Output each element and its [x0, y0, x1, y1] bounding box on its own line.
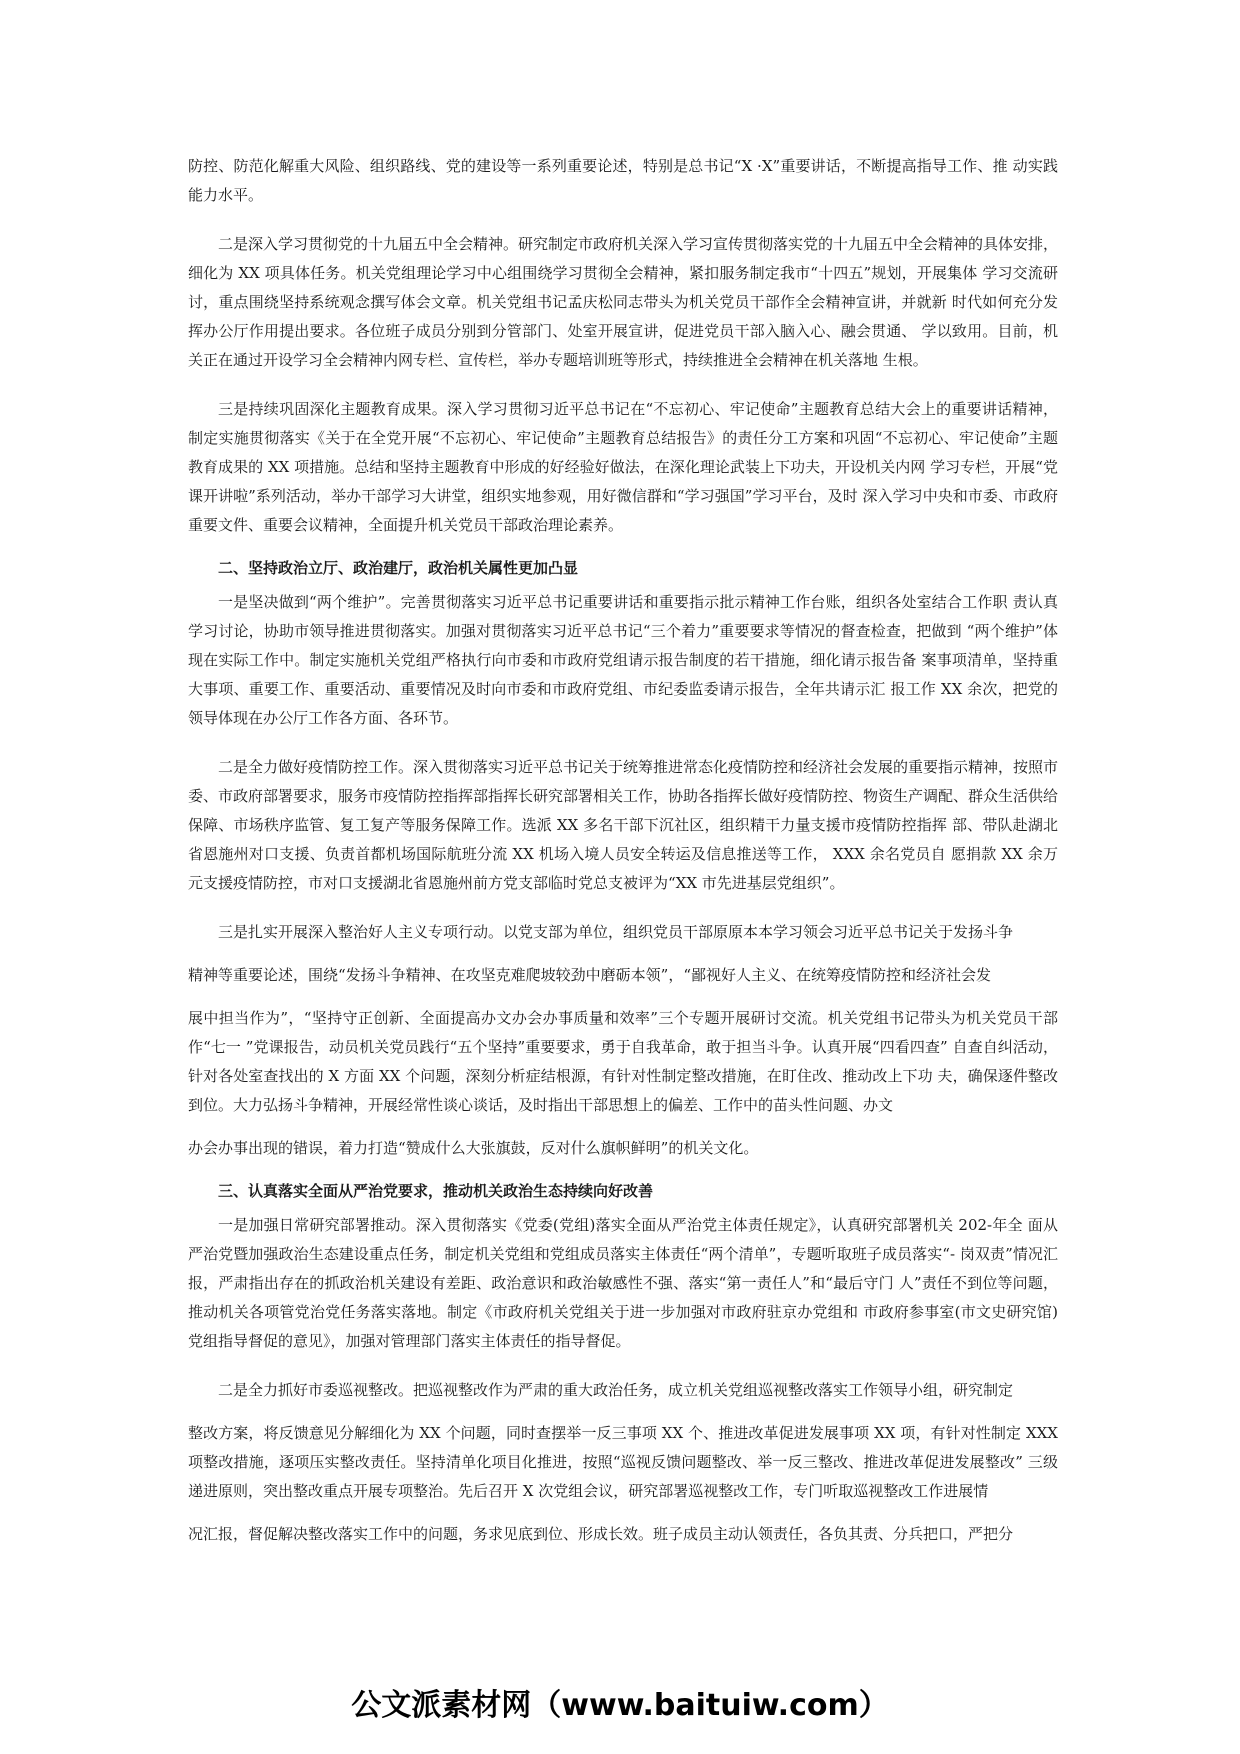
paragraph-rectification-body: 展中担当作为”，“坚持守正创新、全面提高办文办会办事质量和效率”三个专题开展研讨交流。机关党组书记带头为机关党员干部作“七一 ”党课报告，动员机关党员践行“五个坚持”重要要求，勇于自我革命，敢于担当斗争。认真开展“四看四查” 自查自纠活动，针对各处室查找出的 X 方面 XX 个问题，深刻分析症结根源，有针对性制定整改措施，在盯住改、推动改上下功 夫，确保逐件整改到位。大力弘扬斗争精神，开展经常性谈心谈话，及时指出干部思想上的偏差、工作中的苗头性问题、办文 — [188, 1009, 1058, 1114]
paragraph-party-governance: 一是加强日常研究部署推动。深入贯彻落实《党委(党组)落实全面从严治党主体责任规定》，认真研究部署机关 202-年全 面从严治党暨加强政治生态建设重点任务，制定机关党组和党组成员落实主体责任“两个清单”，专题听取班子成员落实“- 岗双责”情况汇报，严肃指出存在的抓政治机关建设有差距、政治意识和政治敏感性不强、落实“第一责任人”和“最后守门 人”责任不到位等问题，推动机关各项管党治党任务落实落地。制定《市政府机关党组关于进一步加强对市政府驻京办党组和 市政府参事室(市文史研究馆)党组指导督促的意见》，加强对管理部门落实主体责任的指导督促。 — [188, 1216, 1058, 1350]
document-body — [188, 152, 1058, 1549]
footer-watermark: 公文派素材网（www.baituiw.com） — [351, 1688, 889, 1723]
paragraph-inspection-line-1: 二是全力抓好市委巡视整改。把巡视整改作为严肃的重大政治任务，成立机关党组巡视整改落实工作领导小组，研究制定 — [218, 1381, 1014, 1399]
paragraph-plenum-study: 二是深入学习贯彻党的十九届五中全会精神。研究制定市政府机关深入学习宣传贯彻落实党的十九届五中全会精神的具体安排，细化为 XX 项具体任务。机关党组理论学习中心组围绕学习贯彻全会精神，紧扣服务制定我市“十四五”规划，开展集体 学习交流研讨，重点围绕坚持系统观念撰写体会文章。机关党组书记孟庆松同志带头为机关党员干部作全会精神宣讲，并就新 时代如何充分发挥办公厅作用提出要求。各位班子成员分别到分管部门、处室开展宣讲，促进党员干部入脑入心、融会贯通、 学以致用。目前，机关正在通过开设学习全会精神内网专栏、宣传栏，举办专题培训班等形式，持续推进全会精神在机关落地 生根。 — [188, 235, 1059, 369]
paragraph-theme-education: 三是持续巩固深化主题教育成果。深入学习贯彻习近平总书记在“不忘初心、牢记使命”主题教育总结大会上的重要讲话精神，制定实施贯彻落实《关于在全党开展“不忘初心、牢记使命”主题教育总结报告》的责任分工方案和巩固“不忘初心、牢记使命”主题教育成果的 XX 项措施。总结和坚持主题教育中形成的好经验好做法，在深化理论武装上下功夫，开设机关内网 学习专栏，开展“党课开讲啦”系列活动，举办干部学习大讲堂，组织实地参观，用好微信群和“学习强国”学习平台，及时 深入学习中央和市委、市政府重要文件、重要会议精神，全面提升机关党员干部政治理论素养。 — [188, 400, 1058, 534]
paragraph-epidemic-control: 二是全力做好疫情防控工作。深入贯彻落实习近平总书记关于统筹推进常态化疫情防控和经济社会发展的重要指示精神，按照市委、市政府部署要求，服务市疫情防控指挥部指挥长研究部署相关工作，协助各指挥长做好疫情防控、物资生产调配、群众生活供给保障、市场秩序监管、复工复产等服务保障工作。选派 XX 多名干部下沉社区，组织精干力量支援市疫情防控指挥 部、带队赴湖北省恩施州对口支援、负责首都机场国际航班分流 XX 机场入境人员安全转运及信息推送等工作， XXX 余名党员自 愿捐款 XX 余万元支援疫情防控，市对口支援湖北省恩施州前方党支部临时党总支被评为“XX 市先进基层党组织”。 — [188, 758, 1059, 892]
section-heading-2: 二、坚持政治立厅、政治建厅，政治机关属性更加凸显 — [218, 559, 579, 577]
paragraph-inspection-end: 况汇报，督促解决整改落实工作中的问题，务求见底到位、形成长效。班子成员主动认领责任，各负其责、分兵把口，严把分 — [188, 1525, 1014, 1543]
paragraph-rectification-line-2: 精神等重要论述，围绕“发扬斗争精神、在攻坚克难爬坡较劲中磨砺本领”，“鄙视好人主义、在统筹疫情防控和经济社会发 — [188, 966, 992, 984]
paragraph-rectification-end: 办会办事出现的错误，着力打造“赞成什么大张旗鼓，反对什么旗帜鲜明”的机关文化。 — [188, 1139, 759, 1157]
paragraph-inspection-body: 整改方案，将反馈意见分解细化为 XX 个问题，同时查摆举一反三事项 XX 个、推进改革促进发展事项 XX 项，有针对性制定 XXX 项整改措施，逐项压实整改责任。坚持清单化项目化推进，按照“巡视反馈问题整改、举一反三整改、推进改革促进发展整改” 三级递进原则，突出整改重点开展专项整治。先后召开 X 次党组会议，研究部署巡视整改工作，专门听取巡视整改工作进展情 — [188, 1424, 1058, 1500]
paragraph-two-safeguards: 一是坚决做到“两个维护”。完善贯彻落实习近平总书记重要讲话和重要指示批示精神工作台账，组织各处室结合工作职 责认真学习讨论，协助市领导推进贯彻落实。加强对贯彻落实习近平总书记“三个着力”重要要求等情况的督查检查，把做到 “两个维护”体现在实际工作中。制定实施机关党组严格执行向市委和市政府党组请示报告制度的若干措施，细化请示报告备 案事项清单，坚持重大事项、重要工作、重要活动、重要情况及时向市委和市政府党组、市纪委监委请示报告，全年共请示汇 报工作 XX 余次，把党的领导体现在办公厅工作各方面、各环节。 — [188, 593, 1058, 727]
paragraph-rectification-line-1: 三是扎实开展深入整治好人主义专项行动。以党支部为单位，组织党员干部原原本本学习领会习近平总书记关于发扬斗争 — [218, 923, 1014, 941]
paragraph-intro: 防控、防范化解重大风险、组织路线、党的建设等一系列重要论述，特别是总书记“X ·X”重要讲话，不断提高指导工作、推 动实践能力水平。 — [188, 157, 1058, 204]
section-heading-3: 三、认真落实全面从严治党要求，推动机关政治生态持续向好改善 — [218, 1182, 654, 1200]
